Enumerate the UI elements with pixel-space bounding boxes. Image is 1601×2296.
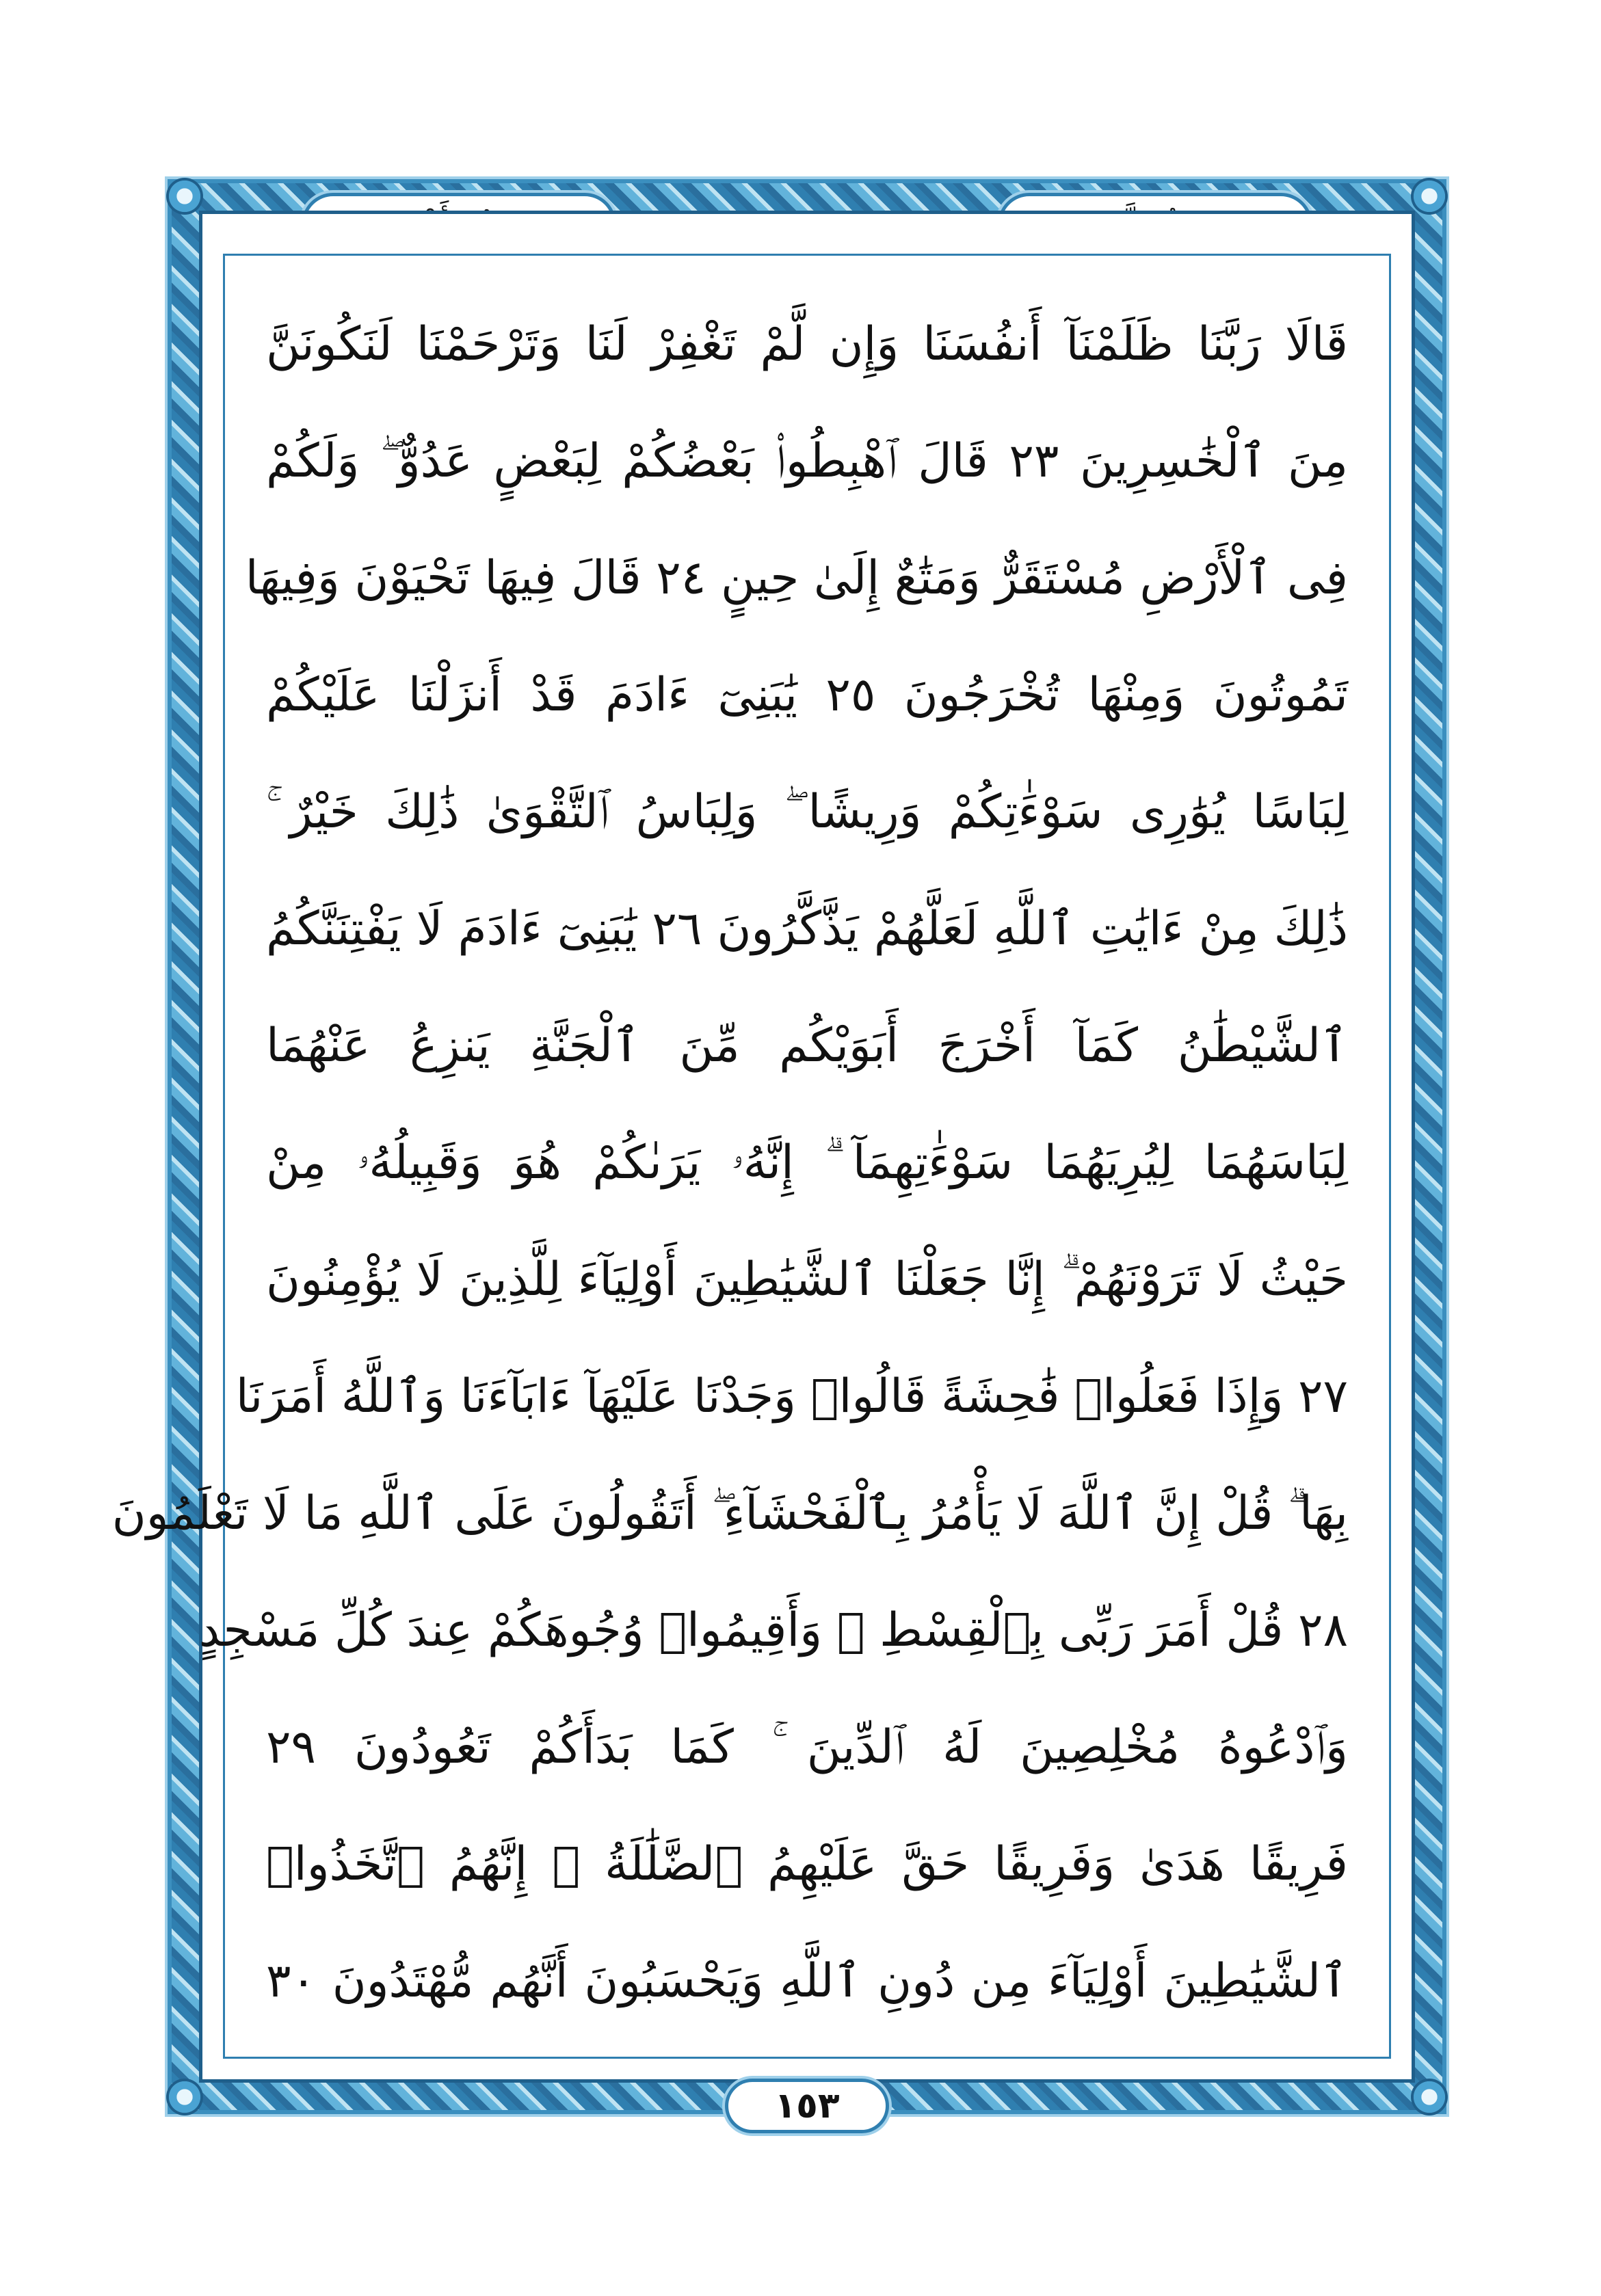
frame-ornament-icon bbox=[1411, 178, 1448, 215]
frame-ornament-icon bbox=[1411, 2079, 1448, 2115]
verse-line: ٱلشَّيْطَٰنُ كَمَآ أَخْرَجَ أَبَوَيْكُم مِّنَ ٱلْجَنَّةِ يَنزِعُ عَنْهُمَا bbox=[266, 1019, 1348, 1073]
verse-lines bbox=[111, 297, 1349, 2029]
page-frame bbox=[111, 179, 1446, 2126]
verse-line: لِبَاسَهُمَا لِيُرِيَهُمَا سَوْءَٰتِهِمَآ ۗ إِنَّهُۥ يَرَىٰكُمْ هُوَ وَقَبِيلُهُۥ مِنْ bbox=[266, 1136, 1348, 1190]
verse-line: ٢٧ وَإِذَا فَعَلُوا۟ فَٰحِشَةً قَالُوا۟ وَجَدْنَا عَلَيْهَآ ءَابَآءَنَا وَٱللَّهُ أَمَرَنَا bbox=[235, 1370, 1348, 1424]
verse-line: بِهَا ۗ قُلْ إِنَّ ٱللَّهَ لَا يَأْمُرُ بِٱلْفَحْشَآءِ ۖ أَتَقُولُونَ عَلَى ٱللَّهِ مَا لَا تَعْلَمُونَ bbox=[111, 1486, 1348, 1540]
page-number: ١٥٣ bbox=[774, 2085, 840, 2126]
verse-line: لِبَاسًا يُوَٰرِى سَوْءَٰتِكُمْ وَرِيشًا ۖ وَلِبَاسُ ٱلتَّقْوَىٰ ذَٰلِكَ خَيْرٌ ۚ bbox=[266, 785, 1348, 839]
verse-line: ٢٨ قُلْ أَمَرَ رَبِّى بِٱلْقِسْطِ ۖ وَأَقِيمُوا۟ وُجُوهَكُمْ عِندَ كُلِّ مَسْجِدٍ bbox=[198, 1603, 1348, 1657]
verse-line: وَٱدْعُوهُ مُخْلِصِينَ لَهُ ٱلدِّينَ ۚ كَمَا بَدَأَكُمْ تَعُودُونَ ٢٩ bbox=[266, 1720, 1348, 1774]
verse-line: حَيْثُ لَا تَرَوْنَهُمْ ۗ إِنَّا جَعَلْنَا ٱلشَّيَٰطِينَ أَوْلِيَآءَ لِلَّذِينَ لَا يُؤْمِنُونَ bbox=[266, 1253, 1348, 1307]
verse-line: مِنَ ٱلْخَٰسِرِينَ ٢٣ قَالَ ٱهْبِطُوا۟ بَعْضُكُمْ لِبَعْضٍ عَدُوٌّ ۖ وَلَكُمْ bbox=[266, 434, 1349, 488]
frame-inner-border bbox=[111, 211, 1415, 2083]
text-panel bbox=[111, 254, 1391, 2059]
frame-ornament-icon bbox=[166, 178, 203, 215]
verse-line: فِى ٱلْأَرْضِ مُسْتَقَرٌّ وَمَتَٰعٌ إِلَىٰ حِينٍ ٢٤ قَالَ فِيهَا تَحْيَوْنَ وَفِيهَا bbox=[245, 551, 1348, 605]
verse-line: ذَٰلِكَ مِنْ ءَايَٰتِ ٱللَّهِ لَعَلَّهُمْ يَذَّكَّرُونَ ٢٦ يَٰبَنِىٓ ءَادَمَ لَا يَفْتِنَنَّكُمُ bbox=[266, 902, 1348, 956]
frame-ornament-icon bbox=[166, 2079, 203, 2115]
verse-line: ٱلشَّيَٰطِينَ أَوْلِيَآءَ مِن دُونِ ٱللَّهِ وَيَحْسَبُونَ أَنَّهُم مُّهْتَدُونَ ٣٠ bbox=[266, 1954, 1348, 2008]
verse-line: تَمُوتُونَ وَمِنْهَا تُخْرَجُونَ ٢٥ يَٰبَنِىٓ ءَادَمَ قَدْ أَنزَلْنَا عَلَيْكُمْ bbox=[266, 668, 1348, 722]
page-number-cartouche bbox=[725, 2079, 889, 2133]
verse-line: قَالَا رَبَّنَا ظَلَمْنَآ أَنفُسَنَا وَإِن لَّمْ تَغْفِرْ لَنَا وَتَرْحَمْنَا لَنَكُونَنَّ bbox=[266, 317, 1348, 371]
verse-line: فَرِيقًا هَدَىٰ وَفَرِيقًا حَقَّ عَلَيْهِمُ ٱلضَّلَٰلَةُ ۗ إِنَّهُمُ ٱتَّخَذُوا۟ bbox=[266, 1837, 1348, 1891]
